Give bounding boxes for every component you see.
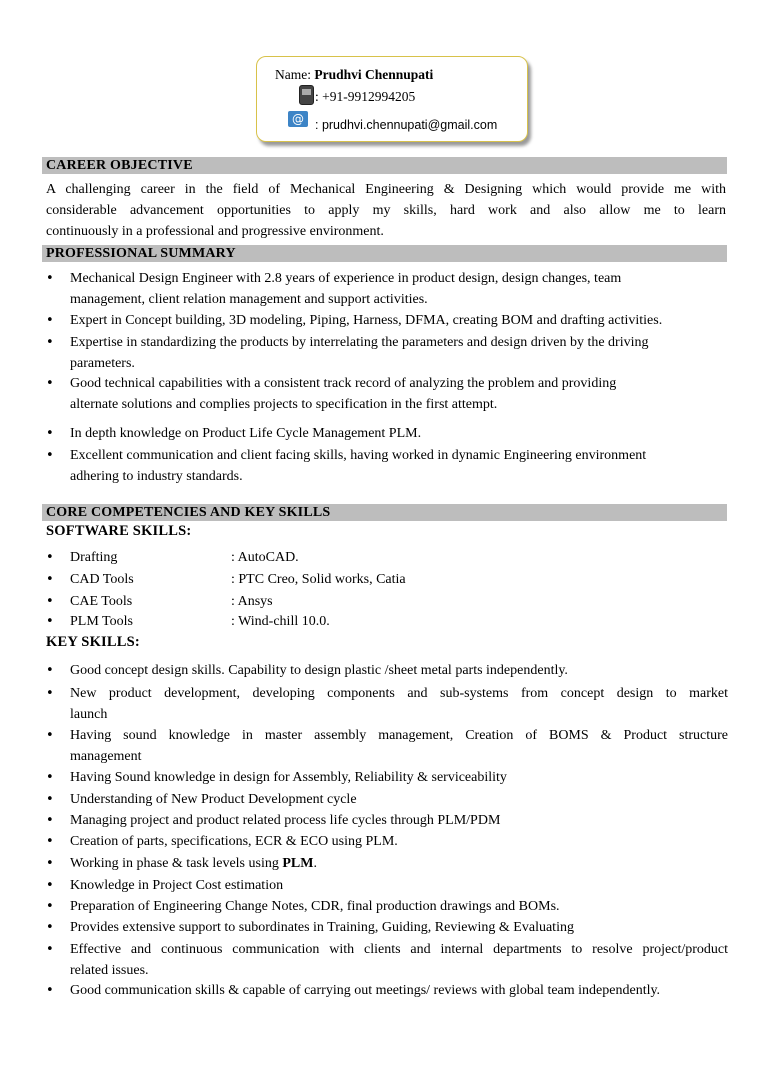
plm-bold: PLM [282, 856, 314, 871]
software-key: Drafting [70, 550, 118, 565]
bullet-icon: • [46, 594, 54, 609]
software-key: CAE Tools [70, 594, 133, 609]
key-skill-line: management [70, 749, 142, 764]
bullet-icon: • [46, 728, 54, 743]
key-skill-line: Understanding of New Product Development cycle [70, 792, 357, 807]
summary-line: adhering to industry standards. [70, 469, 243, 484]
bullet-icon: • [46, 313, 54, 328]
phone-icon [299, 85, 314, 105]
key-skill-line: Effective and continuous communication with clients and internal departments to resolve project/product [70, 942, 728, 957]
key-skill-line: Having Sound knowledge in design for Assembly, Reliability & serviceability [70, 770, 507, 785]
summary-line: Expert in Concept building, 3D modeling, Piping, Harness, DFMA, creating BOM and drafting activities. [70, 313, 663, 328]
summary-line: Excellent communication and client facing skills, having worked in dynamic Engineering environment [70, 448, 647, 463]
bullet-icon: • [46, 448, 54, 463]
summary-line: Expertise in standardizing the products by interrelating the parameters and design driven by the driving [70, 335, 649, 350]
key-skill-text: Working in phase & task levels using [70, 856, 283, 871]
summary-line: Good technical capabilities with a consistent track record of analyzing the problem and providing [70, 376, 617, 391]
software-key: PLM Tools [70, 614, 133, 629]
bullet-icon: • [46, 550, 54, 565]
objective-line: continuously in a professional and progressive environment. [46, 224, 384, 239]
professional-summary-heading: PROFESSIONAL SUMMARY [42, 245, 727, 262]
bullet-icon: • [46, 614, 54, 629]
plm-period: . [313, 856, 317, 871]
contact-email[interactable]: : prudhvi.chennupati@gmail.com [315, 118, 498, 132]
summary-line: alternate solutions and complies projects to specification in the first attempt. [70, 397, 498, 412]
name-label: Name: [275, 67, 311, 82]
bullet-icon: • [46, 878, 54, 893]
objective-line: considerable advancement opportunities to apply my skills, hard work and also allow me to learn [46, 203, 726, 218]
key-skill-line: Preparation of Engineering Change Notes, CDR, final production drawings and BOMs. [70, 899, 560, 914]
bullet-icon: • [46, 335, 54, 350]
bullet-icon: • [46, 426, 54, 441]
software-value: : PTC Creo, Solid works, Catia [231, 572, 406, 587]
software-skills-heading: SOFTWARE SKILLS: [46, 523, 192, 539]
software-value: : Wind-chill 10.0. [231, 614, 330, 629]
key-skill-line: Provides extensive support to subordinates in Training, Guiding, Reviewing & Evaluating [70, 920, 574, 935]
key-skill-line: Good communication skills & capable of carrying out meetings/ reviews with global team independently. [70, 983, 661, 998]
career-objective-text [46, 179, 726, 242]
key-skill-line: launch [70, 707, 108, 722]
bullet-icon: • [46, 942, 54, 957]
key-skill-line [70, 853, 728, 874]
bullet-icon: • [46, 686, 54, 701]
bullet-icon: • [46, 983, 54, 998]
key-skill-line: Knowledge in Project Cost estimation [70, 878, 284, 893]
bullet-icon: • [46, 813, 54, 828]
career-objective-heading: CAREER OBJECTIVE [42, 157, 727, 174]
summary-line: In depth knowledge on Product Life Cycle Management PLM. [70, 426, 422, 441]
bullet-icon: • [46, 792, 54, 807]
bullet-icon: • [46, 376, 54, 391]
key-skill-line: Good concept design skills. Capability to design plastic /sheet metal parts independently. [70, 663, 568, 678]
bullet-icon: • [46, 572, 54, 587]
bullet-icon: • [46, 834, 54, 849]
objective-line: A challenging career in the field of Mechanical Engineering & Designing which would provide me with [46, 182, 726, 197]
key-skill-line: related issues. [70, 963, 149, 978]
contact-box [256, 56, 528, 142]
summary-line: parameters. [70, 356, 135, 371]
software-value: : Ansys [231, 594, 273, 609]
software-value: : AutoCAD. [231, 550, 299, 565]
key-skills-heading: KEY SKILLS: [46, 634, 140, 650]
summary-line: management, client relation management and support activities. [70, 292, 428, 307]
name-value: Prudhvi Chennupati [314, 67, 434, 82]
bullet-icon: • [46, 663, 54, 678]
email-icon: @ [288, 111, 308, 127]
bullet-icon: • [46, 920, 54, 935]
bullet-icon: • [46, 271, 54, 286]
contact-name [275, 67, 433, 83]
key-skill-line: Having sound knowledge in master assembly management, Creation of BOMS & Product structure [70, 728, 728, 743]
key-skill-line: Managing project and product related process life cycles through PLM/PDM [70, 813, 501, 828]
key-skill-line: Creation of parts, specifications, ECR & ECO using PLM. [70, 834, 398, 849]
core-competencies-heading: CORE COMPETENCIES AND KEY SKILLS [42, 504, 727, 521]
bullet-icon: • [46, 856, 54, 871]
summary-line: Mechanical Design Engineer with 2.8 years of experience in product design, design changes, team [70, 271, 622, 286]
bullet-icon: • [46, 899, 54, 914]
key-skill-line: New product development, developing components and sub-systems from concept design to market [70, 686, 728, 701]
software-key: CAD Tools [70, 572, 134, 587]
bullet-icon: • [46, 770, 54, 785]
contact-phone: : +91-9912994205 [315, 89, 416, 104]
